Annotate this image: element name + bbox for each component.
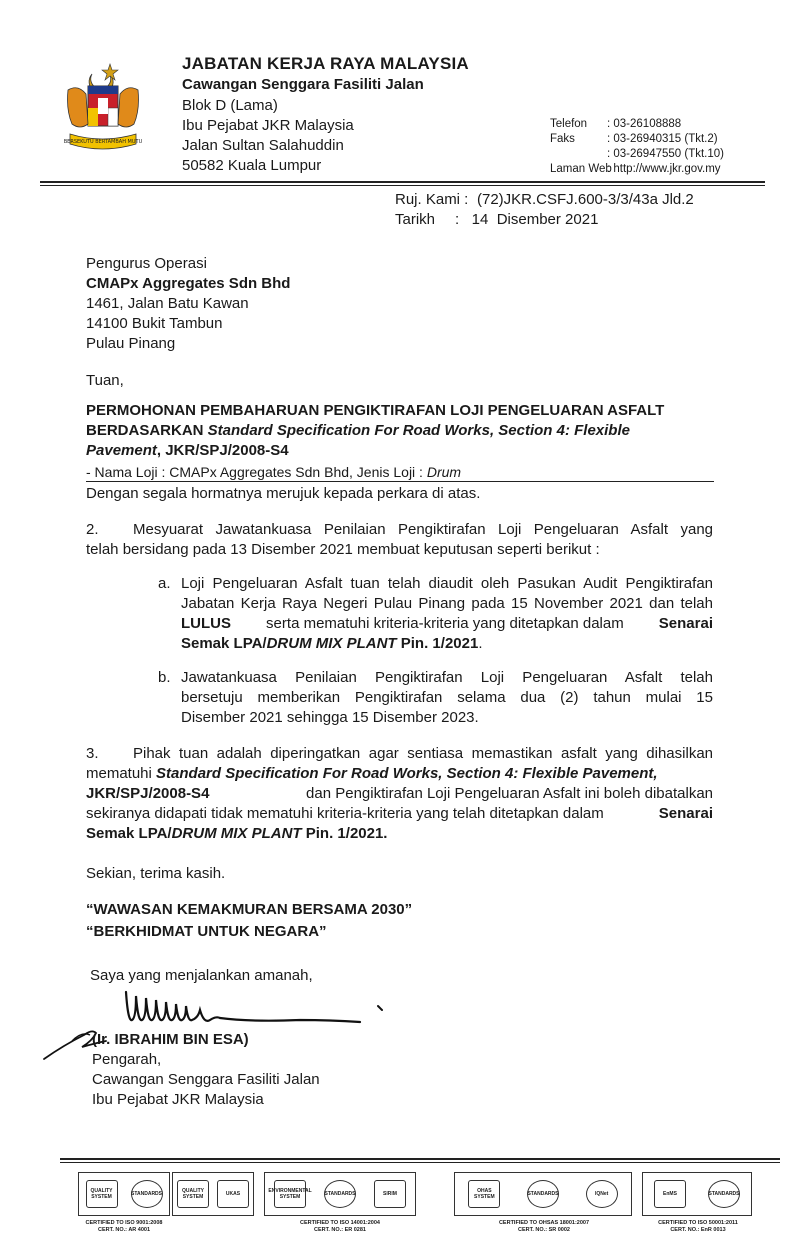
recipient-company: CMAPx Aggregates Sdn Bhd — [86, 275, 291, 292]
recipient-title: Pengurus Operasi — [86, 255, 207, 272]
slogan: “BERKHIDMAT UNTUK NEGARA” — [86, 923, 327, 940]
cert-standard: CERTIFIED TO ISO 9001:2008 — [85, 1220, 163, 1226]
web-value: : http://www.jkr.gov.my — [607, 163, 721, 175]
ohas-system-logo: OHAS SYSTEM — [468, 1180, 500, 1208]
quality-system-logo: QUALITY SYSTEM — [86, 1180, 118, 1208]
paragraph-line: Pihak tuan adalah diperingatkan agar sentiasa memastikan asfalt yang dihasilkan — [133, 745, 713, 762]
cert-standard: CERTIFIED TO ISO 14001:2004 — [300, 1220, 380, 1226]
faks-value: : 03-26940315 (Tkt.2) — [607, 133, 718, 145]
item-text: . — [478, 635, 483, 652]
subject-line: PERMOHONAN PEMBAHARUAN PENGIKTIRAFAN LOJI PENGELUARAN ASFALT — [86, 402, 665, 419]
cert-number: CERT. NO.: ER 0281 — [314, 1227, 366, 1233]
plant-type-text: Drum — [426, 464, 462, 480]
paragraph-line — [86, 804, 713, 824]
cert-caption — [280, 1220, 400, 1234]
subject-text: Pavement — [86, 442, 157, 459]
standards-logo: STANDARDS — [527, 1180, 559, 1208]
recipient-address-line: 14100 Bukit Tambun — [86, 315, 223, 332]
cert-caption — [484, 1220, 604, 1234]
sirim-logo: SIRIM — [374, 1180, 406, 1208]
faks-label: Faks — [550, 133, 575, 145]
standards-logo: STANDARDS — [131, 1180, 163, 1208]
iqnet-logo: IQNet — [586, 1180, 618, 1208]
address-line: 50582 Kuala Lumpur — [182, 157, 322, 174]
signatory-name: (Ir. IBRAHIM BIN ESA) — [92, 1031, 249, 1048]
telefon-value: : 03-26108888 — [607, 118, 682, 130]
subject-text: Standard Specification For Road Works, Section 4: Flexible — [207, 422, 630, 439]
subject-underline — [86, 481, 714, 482]
paragraph-line: Mesyuarat Jawatankuasa Penilaian Pengiktirafan Loji Pengeluaran Asfalt yang — [133, 521, 713, 538]
item-label: a. — [158, 575, 171, 592]
standards-logo: STANDARDS — [324, 1180, 356, 1208]
reference-number: (72)JKR.CSFJ.600-3/3/43a Jld.2 — [477, 191, 694, 208]
cert-number: CERT. NO.: SR 0002 — [518, 1227, 570, 1233]
cert-number: CERT. NO.: AR 4001 — [97, 1227, 151, 1233]
signatory-unit: Cawangan Senggara Fasiliti Jalan — [92, 1071, 320, 1088]
crest-motto: BERSEKUTU BERTAMBAH MUTU — [64, 139, 142, 145]
item-label: b. — [158, 669, 171, 686]
address-line: Jalan Sultan Salahuddin — [182, 137, 344, 154]
reference-label: Ruj. Kami : — [395, 191, 469, 208]
footer-divider — [60, 1158, 780, 1160]
cert-number: CERT. NO.: EnR 0013 — [670, 1227, 726, 1233]
item-line: Jabatan Kerja Raya Negeri Pulau Pinang pada 15 November 2021 dan telah — [181, 595, 713, 612]
paragraph-text: sekiranya didapati tidak mematuhi kriteria-kriteria yang telah ditetapkan dalam — [86, 805, 608, 822]
paragraph-number: 2. — [86, 521, 99, 538]
item-line: Loji Pengeluaran Asfalt tuan telah diaudit oleh Pasukan Audit Pengiktirafan — [181, 575, 713, 592]
item-line: Disember 2021 sehingga 15 Disember 2023. — [181, 709, 479, 726]
signatory-office: Ibu Pejabat JKR Malaysia — [92, 1091, 264, 1108]
subject-text: , JKR/SPJ/2008-S4 — [156, 442, 289, 459]
item-text: Senarai — [658, 615, 713, 632]
cert-standard: CERTIFIED TO OHSAS 18001:2007 — [498, 1220, 590, 1226]
subject-text: BERDASARKAN — [86, 422, 208, 439]
cert-badge-environmental — [264, 1172, 416, 1216]
paragraph-text: JKR/SPJ/2008-S4 — [86, 785, 210, 802]
cert-badge-quality-ukas — [172, 1172, 254, 1216]
paragraph-text: DRUM MIX PLANT — [171, 825, 302, 842]
organisation-name: JABATAN KERJA RAYA MALAYSIA — [182, 54, 469, 73]
slogan: “WAWASAN KEMAKMURAN BERSAMA 2030” — [86, 901, 413, 918]
date-value: : 14 Disember 2021 — [455, 211, 599, 228]
paragraph-text: Pin. 1/2021. — [301, 825, 388, 842]
standards-logo: STANDARDS — [708, 1180, 740, 1208]
signature-mark — [118, 982, 418, 1032]
subject-line — [86, 421, 630, 441]
cert-caption — [638, 1220, 758, 1234]
result-lulus: LULUS — [181, 615, 231, 632]
paragraph-line — [86, 764, 658, 784]
paragraph-text: Semak LPA/ — [86, 825, 172, 842]
recipient-address-line: 1461, Jalan Batu Kawan — [86, 295, 249, 312]
faks-value: : 03-26947550 (Tkt.10) — [607, 148, 724, 160]
paragraph-text: Standard Specification For Road Works, Section 4: Flexible Pavement, — [156, 765, 658, 782]
jkr-crest-logo — [64, 60, 142, 160]
paragraph-text: Senarai — [658, 805, 713, 822]
footer-divider — [60, 1162, 780, 1163]
address-line: Blok D (Lama) — [182, 97, 278, 114]
paragraph-line — [86, 784, 713, 804]
plant-name-line — [86, 462, 461, 482]
cert-standard: CERTIFIED TO ISO 50001:2011 — [658, 1220, 738, 1226]
signoff-lead: Saya yang menjalankan amanah, — [90, 967, 313, 984]
web-label: Laman Web — [550, 163, 612, 175]
item-line: bersetuju memberikan Pengiktirafan selama dua (2) tahun mulai 15 — [181, 689, 713, 706]
cert-badge-ohas — [454, 1172, 632, 1216]
item-text: DRUM MIX PLANT — [266, 635, 397, 652]
cert-caption — [64, 1220, 184, 1234]
item-text: Pin. 1/2021 — [396, 635, 479, 652]
subject-line — [86, 441, 289, 461]
item-line: Jawatankuasa Penilaian Pengiktirafan Loji Pengeluaran Asfalt telah — [181, 669, 713, 686]
quality-system-logo: QUALITY SYSTEM — [177, 1180, 209, 1208]
signatory-position: Pengarah, — [92, 1051, 162, 1068]
address-line: Ibu Pejabat JKR Malaysia — [182, 117, 354, 134]
item-line — [181, 634, 482, 654]
cert-badge-quality — [78, 1172, 170, 1216]
header-divider — [40, 185, 765, 186]
opening-paragraph: Dengan segala hormatnya merujuk kepada perkara di atas. — [86, 485, 481, 502]
item-line — [181, 614, 713, 634]
recipient-address-line: Pulau Pinang — [86, 335, 176, 352]
branch-name: Cawangan Senggara Fasiliti Jalan — [182, 76, 424, 93]
closing-line: Sekian, terima kasih. — [86, 865, 226, 882]
salutation: Tuan, — [86, 372, 124, 389]
paragraph-text: dan Pengiktirafan Loji Pengeluaran Asfalt ini boleh dibatalkan — [301, 785, 713, 802]
telefon-label: Telefon — [550, 118, 588, 130]
enms-logo: EnMS — [654, 1180, 686, 1208]
date-label: Tarikh — [395, 211, 436, 228]
item-text: serta mematuhi kriteria-kriteria yang ditetapkan dalam — [261, 615, 628, 632]
ukas-logo: UKAS — [217, 1180, 249, 1208]
header-divider — [40, 181, 765, 183]
cert-badge-enms — [642, 1172, 752, 1216]
paragraph-line: telah bersidang pada 13 Disember 2021 membuat keputusan seperti berikut : — [86, 541, 600, 558]
paragraph-line — [86, 824, 387, 844]
paragraph-text: mematuhi — [86, 765, 157, 782]
paragraph-number: 3. — [86, 745, 99, 762]
item-text: Semak LPA/ — [181, 635, 267, 652]
environmental-system-logo: ENVIRONMENTAL SYSTEM — [274, 1180, 306, 1208]
plant-name-text: - Nama Loji : CMAPx Aggregates Sdn Bhd, Jenis Loji : — [86, 464, 427, 480]
